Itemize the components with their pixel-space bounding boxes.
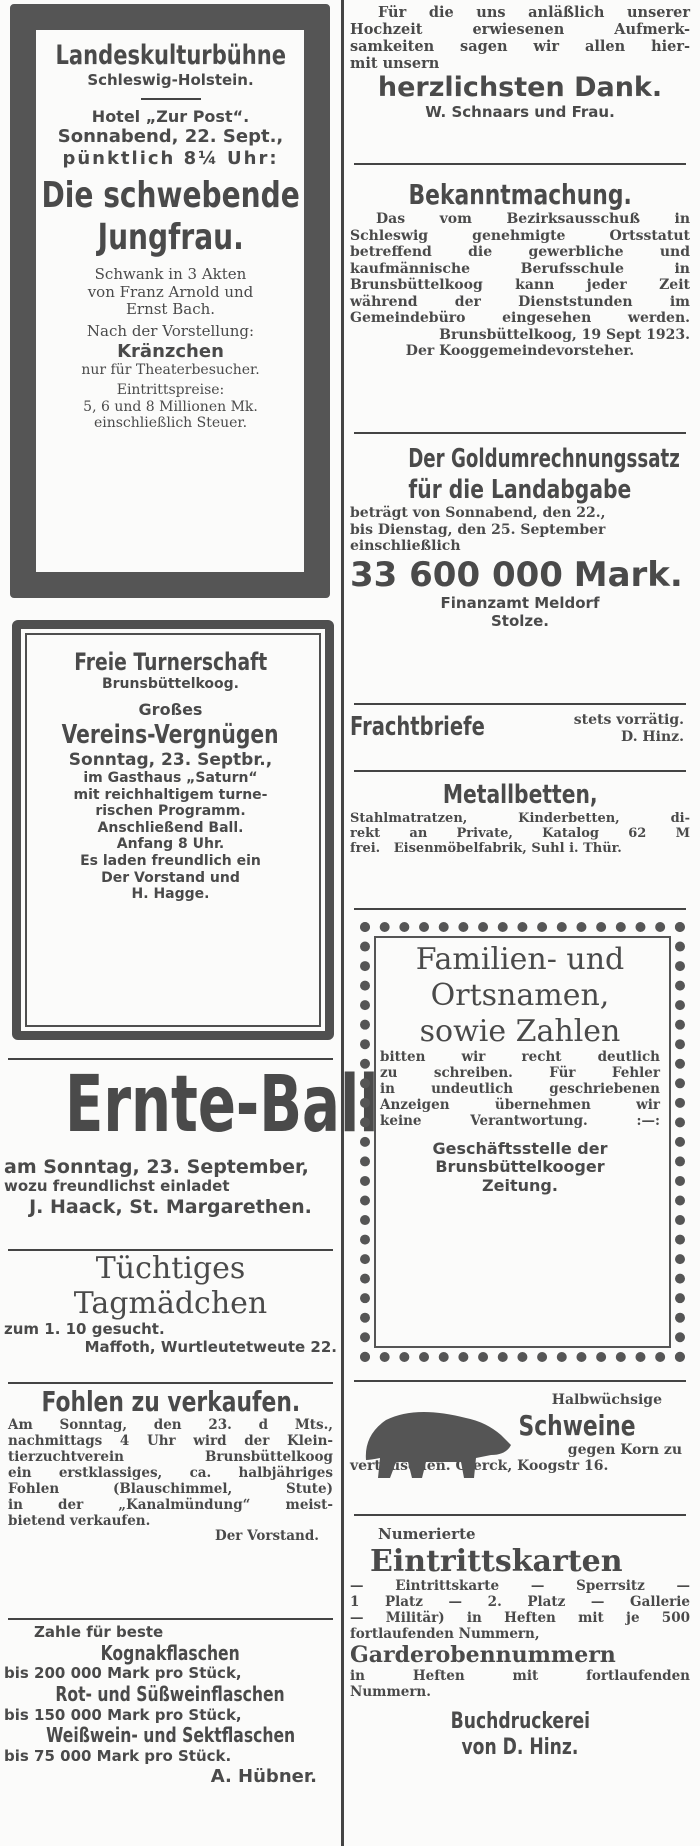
gold-line: beträgt von Sonnabend, den 22., bbox=[350, 505, 606, 522]
theater-org: Landeskulturbühne bbox=[55, 40, 286, 71]
beds-line: rekt an Private, Katalog 62 M bbox=[350, 826, 690, 841]
names-line: Anzeigen übernehmen wir bbox=[380, 1096, 660, 1113]
bottles-intro: Zahle für beste bbox=[34, 1623, 164, 1641]
foal-sign: Der Vorstand. bbox=[215, 1528, 319, 1545]
tickets-pre: Numerierte bbox=[378, 1525, 476, 1543]
theater-ad bbox=[4, 40, 337, 432]
thanks-sign: W. Schnaars und Frau. bbox=[425, 103, 615, 122]
gold-office: Finanzamt Meldorf bbox=[440, 594, 600, 612]
foal-ad bbox=[4, 1385, 337, 1545]
gold-rate-ad bbox=[350, 444, 690, 630]
printer-owner: von D. Hinz. bbox=[461, 1734, 579, 1760]
tickets-heading: Garderobennummern bbox=[350, 1641, 616, 1668]
beds-line: frei. bbox=[350, 841, 381, 857]
rule bbox=[354, 703, 686, 705]
names-heading: Ortsnamen, bbox=[430, 978, 610, 1013]
notice-line: Das vom Bezirksausschuß in bbox=[376, 211, 690, 228]
play-desc-2: von Franz Arnold und bbox=[87, 282, 254, 301]
maid-title-1: Tüchtiges bbox=[95, 1251, 246, 1286]
names-line: zu schreiben. Für Fehler bbox=[380, 1064, 660, 1081]
rule bbox=[354, 1514, 686, 1516]
gold-title-2: für die Landabgabe bbox=[408, 474, 632, 505]
play-title-2: Jungfrau. bbox=[97, 217, 244, 259]
freight-ad bbox=[350, 712, 690, 745]
tickets-line: in Heften mit fortlaufenden bbox=[350, 1667, 690, 1684]
tickets-title: Eintrittskarten bbox=[370, 1543, 623, 1579]
bottles-heading: Rot- und Süßweinflaschen bbox=[55, 1681, 286, 1706]
grosses: Großes bbox=[138, 699, 203, 719]
pigs-ad bbox=[350, 1392, 690, 1475]
rule bbox=[354, 908, 686, 910]
names-heading: sowie Zahlen bbox=[419, 1014, 621, 1049]
play-desc-1: Schwank in 3 Akten bbox=[94, 264, 247, 283]
bottles-price: bis 200 000 Mark pro Stück, bbox=[4, 1664, 242, 1683]
pig-icon bbox=[356, 1400, 516, 1480]
freight-stock: stets vorrätig. bbox=[573, 712, 684, 728]
ernte-host: J. Haack, St. Margarethen. bbox=[29, 1196, 312, 1219]
foal-title: Fohlen zu verkaufen. bbox=[41, 1385, 300, 1418]
event-date: Sonntag, 23. Septbr., bbox=[68, 750, 273, 771]
club-place: Brunsbüttelkoog. bbox=[101, 676, 240, 693]
printer-name: Buchdruckerei bbox=[450, 1708, 590, 1734]
notice-date: Brunsbüttelkoog, 19 Sept 1923. bbox=[439, 326, 690, 343]
theater-rule bbox=[141, 98, 201, 100]
names-heading: Familien- und bbox=[415, 942, 625, 977]
audience: nur für Theaterbesucher. bbox=[81, 361, 260, 378]
beds-title: Metallbetten, bbox=[442, 780, 598, 810]
theater-time: pünktlich 8¼ Uhr: bbox=[62, 147, 279, 169]
rule bbox=[354, 163, 686, 165]
foal-line: Fohlen (Blauschimmel, Stute) bbox=[8, 1480, 333, 1497]
thanks-line: samkeiten sagen wir allen hier- bbox=[350, 38, 690, 56]
notice-line: kaufmännische Berufsschule in bbox=[350, 260, 690, 277]
thanks-line: Für die uns anläßlich unserer bbox=[378, 4, 690, 21]
ernte-date: am Sonntag, 23. September, bbox=[4, 1156, 309, 1178]
rule bbox=[8, 1618, 333, 1620]
turner-line: Der Vorstand und bbox=[101, 869, 240, 886]
beds-maker: Eisenmöbelfabrik, Suhl i. Thür. bbox=[393, 841, 622, 857]
turner-line: H. Hagge. bbox=[131, 886, 210, 903]
notice-sign: Der Kooggemeindevorsteher. bbox=[405, 343, 635, 360]
theater-region: Schleswig-Holstein. bbox=[87, 70, 254, 89]
gold-line: bis Dienstag, den 25. September bbox=[350, 521, 606, 538]
pigs-line: Halbwüchsige bbox=[551, 1392, 662, 1408]
beds-line: Stahlmatratzen, Kinderbetten, di- bbox=[350, 810, 690, 826]
names-line: bitten wir recht deutlich bbox=[380, 1049, 660, 1065]
foal-line: ein erstklassiges, ca. halbjähriges bbox=[8, 1464, 333, 1481]
notice-ad bbox=[350, 178, 690, 360]
gold-sign: Stolze. bbox=[490, 611, 550, 630]
foal-line: bietend verkaufen. bbox=[8, 1512, 151, 1529]
rule bbox=[8, 1382, 333, 1384]
ernte-title: Ernte-Ball bbox=[64, 1060, 379, 1150]
tickets-line: — Militär) in Heften mit je 500 bbox=[350, 1609, 690, 1626]
after-event: Kränzchen bbox=[117, 340, 224, 362]
tickets-line: Nummern. bbox=[350, 1683, 431, 1700]
turner-line: Anfang 8 Uhr. bbox=[116, 836, 225, 853]
freight-title: Frachtbriefe bbox=[350, 712, 485, 742]
turner-ad bbox=[4, 648, 337, 903]
notice-line: betreffend die gewerbliche und bbox=[350, 244, 690, 261]
foal-line: tierzuchtverein Brunsbüttelkoog bbox=[8, 1448, 333, 1465]
names-line: in undeutlich geschriebenen bbox=[380, 1080, 660, 1097]
names-sign: Zeitung. bbox=[482, 1176, 558, 1196]
thanks-line: Hochzeit erwiesenen Aufmerk- bbox=[350, 21, 690, 39]
notice-line: während der Dienststunden im bbox=[350, 293, 690, 310]
thanks-headline: herzlichsten Dank. bbox=[377, 72, 663, 104]
maid-title-2: Tagmädchen bbox=[73, 1285, 268, 1321]
gold-amount: 33 600 000 bbox=[350, 554, 563, 595]
bottles-ad bbox=[4, 1624, 337, 1787]
tickets-line: — Eintrittskarte — Sperrsitz — bbox=[350, 1578, 690, 1595]
gold-line: einschließlich bbox=[350, 538, 461, 555]
gold-title-1: Der Goldumrechnungssatz bbox=[408, 444, 680, 474]
foal-line: Am Sonntag, den 23. d Mts., bbox=[8, 1417, 333, 1434]
freight-sign: D. Hinz. bbox=[621, 728, 684, 745]
bottles-price: bis 150 000 Mark pro Stück, bbox=[4, 1705, 242, 1724]
play-desc-3: Ernst Bach. bbox=[125, 300, 216, 319]
turner-line: Anschließend Ball. bbox=[97, 819, 244, 836]
rule bbox=[354, 770, 686, 772]
names-ad bbox=[350, 942, 690, 1196]
tickets-ad bbox=[350, 1526, 690, 1760]
play-title-1: Die schwebende bbox=[41, 174, 300, 216]
theater-date: Sonnabend, 22. Sept., bbox=[57, 126, 284, 148]
thanks-line: mit unsern bbox=[350, 55, 440, 73]
rule bbox=[354, 432, 686, 434]
pigs-title: Schweine bbox=[518, 1408, 636, 1442]
rule bbox=[354, 1380, 686, 1382]
turner-line: rischen Programm. bbox=[95, 803, 246, 820]
club-name: Freie Turnerschaft bbox=[74, 648, 267, 676]
prices: 5, 6 und 8 Millionen Mk. bbox=[83, 398, 258, 415]
ernte-ball-ad bbox=[4, 1060, 379, 1219]
names-line: keine Verantwortung. :—: bbox=[380, 1112, 660, 1129]
notice-title: Bekanntmachung. bbox=[408, 178, 632, 211]
thanks-ad bbox=[350, 4, 690, 122]
turner-line: im Gasthaus „Saturn“ bbox=[83, 770, 258, 787]
event-name: Vereins-Vergnügen bbox=[62, 719, 279, 750]
notice-line: Brunsbüttelkoog kann jeder Zeit bbox=[350, 277, 690, 294]
notice-line: Gemeindebüro eingesehen werden. bbox=[350, 310, 690, 327]
notice-line: Schleswig genehmigte Ortsstatut bbox=[350, 227, 690, 244]
tickets-line: 1 Platz — 2. Platz — Gallerie bbox=[350, 1594, 690, 1610]
bottles-heading: Kognakflaschen bbox=[100, 1640, 241, 1665]
names-sign: Brunsbüttelkooger bbox=[435, 1157, 605, 1177]
pigs-line: vertauschen. Gierck, Koogstr 16. bbox=[350, 1458, 609, 1475]
column-divider bbox=[341, 0, 344, 1846]
bottles-price: bis 75 000 Mark pro Stück. bbox=[4, 1746, 232, 1765]
names-sign: Geschäftsstelle der bbox=[432, 1138, 608, 1158]
ernte-invite: wozu freundlichst einladet bbox=[4, 1177, 230, 1196]
prices-label: Eintrittspreise: bbox=[116, 382, 225, 399]
maid-ad bbox=[4, 1252, 337, 1356]
pigs-line: gegen Korn zu bbox=[567, 1441, 682, 1458]
bottles-sign: A. Hübner. bbox=[210, 1765, 317, 1787]
theater-venue: Hotel „Zur Post“. bbox=[91, 106, 250, 126]
tickets-line: fortlaufenden Nummern, bbox=[350, 1625, 540, 1642]
maid-date: zum 1. 10 gesucht. bbox=[4, 1320, 165, 1338]
foal-line: in der „Kanalmündung“ meist- bbox=[8, 1496, 333, 1513]
turner-line: Es laden freundlich ein bbox=[80, 853, 261, 869]
after-show: Nach der Vorstellung: bbox=[86, 321, 255, 340]
turner-line: mit reichhaltigem turne- bbox=[73, 786, 268, 803]
gold-unit: Mark. bbox=[573, 554, 683, 595]
tax-note: einschließlich Steuer. bbox=[93, 415, 248, 432]
beds-ad bbox=[350, 780, 690, 857]
bottles-heading: Weißwein- und Sektflaschen bbox=[45, 1723, 296, 1748]
foal-line: nachmittags 4 Uhr wird der Klein- bbox=[8, 1432, 333, 1449]
maid-address: Maffoth, Wurtleutetweute 22. bbox=[84, 1337, 337, 1356]
